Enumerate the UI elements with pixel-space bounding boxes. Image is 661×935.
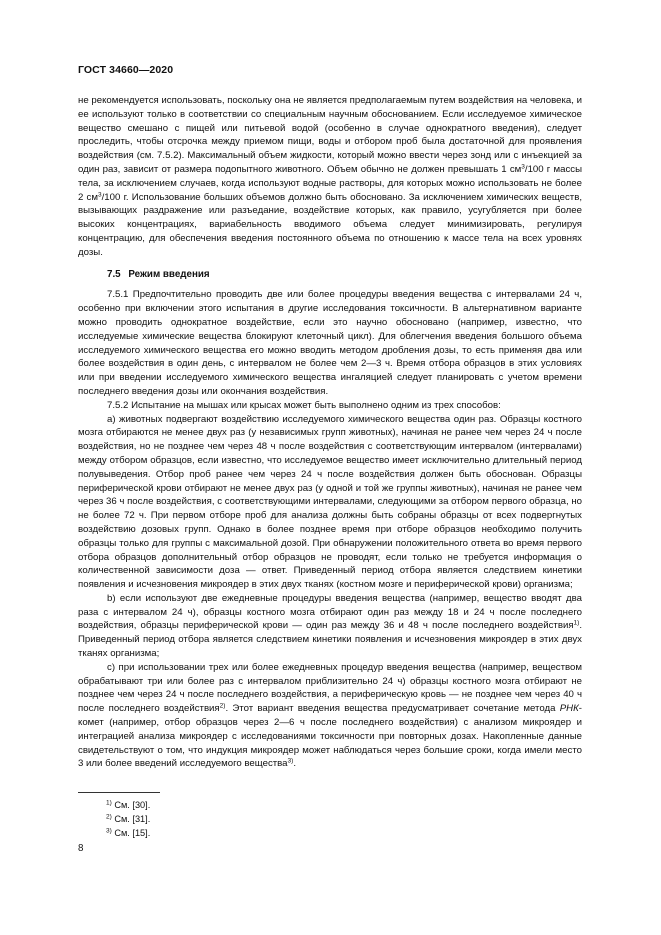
footnote: [106, 798, 150, 812]
text-run: b) если используют две ежедневные процедуры введения вещества (например, вещество вводят два раза с интервалом 24 ч), образцы костного мозга отбирают один раз между 18 и 24 ч после последнего воздействия, образцы периферической крови — один раз между 36 и 48 ч после последнего воздействия: [78, 592, 582, 632]
paragraph-item-a: а) животных подвергают воздействию исследуемого химического вещества один раз. Образцы костного мозга отбираются не менее двух раз (у независимых групп животных), начиная не ранее чем через 24 ч после воздействия, но не позднее чем через 48 ч после воздействия с соответствующим интервалом (интервалами) между отбором образцов, если известно, что исследуемое вещество имеет исключительно длительный период полувыведения. Отбор проб ранее чем через 24 ч после воздействия должен быть обоснован. Образцы периферической крови отбирают не менее двух раз (у одной и той же группы животных), начиная не ранее чем через 36 ч после воздействия, с соответствующими интервалами, следующими за отбором первого образца, но не более 72 ч. При первом отборе проб для анализа должны быть собраны образцы от всех подвергнутых воздействию дозовых групп. Однако в более позднее время при отборе образцов необходимо получить образцы только для группы с максимальной дозой. При обнаружении положительного ответа во время первого отбора образцов дополнительный отбор образцов не проводят, если только не требуется информация о количественной зависимости доза — ответ. Приведенный период отбора является следствием кинетики появления и исчезновения микроядер в этих двух тканях (костном мозге и периферической крови) организма;: [78, 413, 582, 591]
footnote-ref: 3): [287, 757, 294, 765]
text-run: c) при использовании трех или более ежедневных процедур введения вещества (например, веществом обрабатывают три или более раз с интервалом приблизительно 24 ч) образцы костного мозга отбирают не позднее чем через 24 ч после последнего воздействия, а периферическую кровь — не позднее чем через 40 ч после последнего воздействия: [78, 661, 582, 715]
footnote-text: См. [30].: [111, 800, 151, 810]
paragraph-item-c: [78, 661, 582, 771]
body-text: [78, 94, 582, 771]
text-run: . Приведенный период отбора является следствием кинетики появления и исчезновения микроядер в этих двух тканях организма;: [78, 620, 582, 660]
footnote-text: См. [31].: [111, 814, 151, 824]
italic-term: РНК: [559, 703, 579, 715]
text-run: . Этот вариант введения вещества предусматривает сочетание метода: [225, 703, 560, 715]
text-run: не рекомендуется использовать, поскольку она не является предполагаемым путем воздействия на человека, и ее используют только в соответствии со специальным научным обоснованием. Если исследуемое химическое вещество смешано с пищей или питьевой водой (особенно в случае однократного введения), следует проследить, чтобы отсрочка между приемом пищи, воды и отбором проб была достаточной для проявления воздействия (см. 7.5.2). Максимальный объем жидкости, который можно ввести через зонд или с инъекцией за один раз, зависит от размера подопытного животного. Объем обычно не должен превышать 1 см: [78, 95, 582, 175]
page-number: 8: [78, 843, 84, 854]
section-title: Режим введения: [128, 268, 210, 280]
superscript: 3: [98, 191, 102, 199]
text-run: -комет (например, отбор образцов через 2—6 ч после последнего воздействия) с анализом микроядер и интеграцией анализа микроядер с исследованиями токсичности при повторных дозах. Накопленные данные свидетельствуют о том, что индукция микроядер может наблюдаться через большие сроки, когда имели место 3 или более введений исследуемого вещества: [78, 703, 582, 770]
footnotes: [106, 798, 150, 840]
footnote-ref: 2): [219, 702, 226, 710]
footnote-divider: [78, 792, 160, 793]
footnote-text: См. [15].: [111, 828, 151, 838]
section-number: 7.5: [107, 268, 121, 280]
footnote-mark: 3): [106, 827, 112, 835]
paragraph-7-5-2: 7.5.2 Испытание на мышах или крысах может быть выполнено одним из трех способов:: [107, 399, 501, 411]
paragraph-7-5-1: 7.5.1 Предпочтительно проводить две или более процедуры введения вещества с интервалами 24 ч, особенно при включении этого испытания в другие исследования токсичности. В альтернативном варианте можно проводить однократное воздействие, если это научно обосновано (например, известно, что исследуемые химические вещества блокируют клеточный цикл). Для облегчения введения большого объема исследуемого химического вещества его можно вводить методом дробления дозы, то есть применяя два или более воздействия в один день, с интервалом не более чем 2—3 ч. Время отбора образцов в этих условиях или при введении исследуемого химического вещества ингаляцией следует планировать с учетом времени последнего введения дозы или окончания воздействия.: [78, 289, 582, 397]
footnote-ref: 1): [573, 619, 580, 627]
superscript: 3: [521, 163, 525, 171]
paragraph-continuation: [78, 94, 582, 260]
footnote: [106, 812, 150, 826]
standard-header: ГОСТ 34660—2020: [78, 64, 174, 76]
footnote-mark: 1): [106, 799, 112, 807]
text-run: .: [293, 758, 296, 770]
text-run: /100 г массы тела, за исключением случаев, когда используют водные растворы, для которых можно использовать не более 2 см: [78, 163, 582, 203]
footnote: [106, 826, 150, 840]
section-heading: [78, 268, 582, 282]
footnote-mark: 2): [106, 813, 112, 821]
text-run: /100 г. Использование больших объемов должно быть обосновано. За исключением химических веществ, вызывающих раздражение или разъедание, воздействие которых, как правило, усугубляется при более высоких концентрациях, вариабельность вводимого объема следует минимизировать, регулируя концентрацию, для обеспечения введения постоянного объема по отношению к массе тела на всех уровнях дозы.: [78, 191, 582, 258]
paragraph-item-b: [78, 592, 582, 661]
